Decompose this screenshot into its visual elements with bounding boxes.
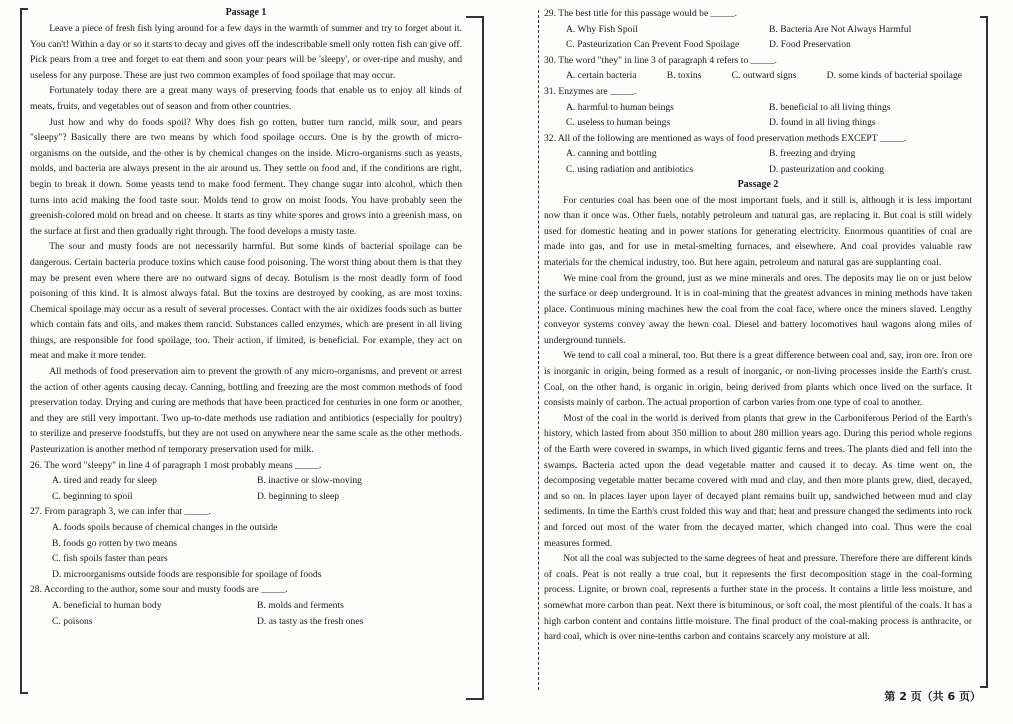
question-30-option-a[interactable]: A. certain bacteria <box>566 70 637 82</box>
question-29 <box>544 6 972 53</box>
question-26-option-d[interactable]: D. beginning to sleep <box>257 490 340 502</box>
passage-2-paragraph-4: Most of the coal in the world is derived from plants that grew in the Carboniferous Period of the Earth's history, which lasted from about 350 million to about 280 million years ago. During this period whole regions of the Earth were covered in swamps, in which lived gigantic ferns and trees. The plants died and fell into the swamps. Bacteria acted upon the dead vegetable matter and caused it to decay. As time went on, the decomposing vegetable matter became covered with mud and clay, and then more plants grew, died, decayed, and so on. In places layer upon layer of decayed plant remains built up, sandwiched between mud and clay sediments. In time the Earth's crust folded this way and that; heat and pressure changed the sediments into rock and forced out most of the water from the decayed matter, which changed into coal. Thus were the coal measures formed. <box>544 412 972 549</box>
question-26 <box>30 458 462 505</box>
passage-2-paragraph-3: We tend to call coal a mineral, too. But there is a great difference between coal and, say, iron ore. Iron ore is inorganic in origin, being formed as a result of inorganic, or non-living processes inside the Earth's crust. Coal, on the other hand, is organic in origin, being derived from plants which once lived on the surface. It consists mainly of carbon. The actual proportion of carbon varies from one type of coal to another. <box>544 350 972 409</box>
passage-2-paragraph-2: We mine coal from the ground, just as we mine minerals and ores. The deposits may lie on or just below the surface or deep underground. It is in coal-mining that the greatest advances in mining methods have taken place. Continuous mining machines hew the coal from the coal face, where once the miners slaved. Lengthy conveyor systems convey away the hewn coal. Diesel and battery locomotives haul wagons along miles of underground tunnels. <box>544 272 972 346</box>
right-column-right-bracket <box>980 16 988 688</box>
right-column-bracket <box>538 10 543 690</box>
left-column-bracket <box>20 8 28 694</box>
question-29-option-b[interactable]: B. Bacteria Are Not Always Harmful <box>769 23 912 35</box>
question-27 <box>30 504 462 582</box>
page-number: 第 2 页（共 6 页） <box>884 690 981 703</box>
passage-2-paragraph-5: Not all the coal was subjected to the same degrees of heat and pressure. Therefore there are different kinds of coals. Peat is not really a true coal, but it represents the first decomposition stage in the coal-forming process. Lignite, or brown coal, represents a further state in the process. It contains a little less moisture, and somewhat more carbon than peat. Next there is bituminous, or soft coal, the most plentiful of the coals. It has a high carbon content and contains little moisture. The final product of the coal-making process is anthracite, or hard coal, which is over nine-tenths carbon and contains scarcely any moisture at all. <box>544 553 972 643</box>
question-30-option-c[interactable]: C. outward signs <box>731 70 797 82</box>
question-27-option-a[interactable]: A. foods spoils because of chemical changes in the outside <box>52 522 278 533</box>
question-30-stem: 30. The word "they" in line 3 of paragraph 4 refers to _____. <box>544 54 778 66</box>
passage-1-paragraph-3: Just how and why do foods spoil? Why does fish go rotten, butter turn rancid, milk sour, and pears "sleepy"? Basically there are two means by which food spoilage occurs. One is by the growth of micro-organisms on the outside, and the other is by chemical changes on the inside. Micro-organisms such as yeasts, molds, and bacteria are always present in the air around us. They settle on food and, if the conditions are right, begin to break it down. Some yeasts tend to make food ferment. They change sugar into alcohol, which then turns into acid making the food taste sour. Molds tend to grow on moist foods. You have probably seen the greenish-colored mold on bread and on cheese. It starts as tiny white spores and grows into a greenish mass, on the surface at first and then gradually right through. The food develops a musty taste. <box>30 116 462 237</box>
question-32-option-b[interactable]: B. freezing and drying <box>769 148 856 160</box>
question-28-option-a[interactable]: A. beneficial to human body <box>52 599 162 611</box>
question-31-stem: 31. Enzymes are _____. <box>544 85 637 97</box>
passage-2-paragraph-1: For centuries coal has been one of the most important fuels, and it still is, although it is less important now than it once was. Other fuels, notably petroleum and natural gas, are replacing it. But coal is still widely used for domestic heating and in power stations for generating electricity. Enormous quantities of coal are made into gas, and for use in metal-smelting furnaces, and elsewhere. And coal provides valuable raw materials for the chemical industry, too. But here again, petroleum and natural gas are supplanting coal. <box>544 194 972 268</box>
question-26-stem: 26. The word "sleepy" in line 4 of paragraph 1 most probably means _____. <box>30 459 322 471</box>
question-31-option-d[interactable]: D. found in all living things <box>769 117 876 129</box>
passage-1-paragraph-4: The sour and musty foods are not necessarily harmful. But some kinds of bacterial spoilage can be dangerous. Certain bacteria produce toxins which cause food poisoning. The worst thing about them is that they may be present even where there are no outward signs of decay. Botulism is the most deadly form of food poisoning of this kind. It is almost always fatal. But the toxins are destroyed by cooking, as are most toxins. Chemical spoilage may occur as a result of several processes. Contact with the air oxidizes foods such as butter which contain fats and oils, and makes them rancid. Substances called enzymes, which are present in all living things, are responsible for food spoilage, too. Their action, if limited, is beneficial. For example, they act on meat and make it more tender. <box>30 241 462 362</box>
question-28-option-d[interactable]: D. as tasty as the fresh ones <box>257 615 364 627</box>
question-28-stem: 28. According to the author, some sour and musty foods are _____. <box>30 584 288 596</box>
question-32-stem: 32. All of the following are mentioned as ways of food preservation methods EXCEPT _____. <box>544 132 907 144</box>
question-30-option-b[interactable]: B. toxins <box>666 70 702 82</box>
question-27-option-b[interactable]: B. foods go rotten by two means <box>52 537 177 549</box>
question-29-option-c[interactable]: C. Pasteurization Can Prevent Food Spoilage <box>566 39 740 51</box>
question-32-option-c[interactable]: C. using radiation and antibiotics <box>566 163 694 175</box>
question-27-stem: 27. From paragraph 3, we can infer that _____. <box>30 506 211 518</box>
passage-1-paragraph-1: Leave a piece of fresh fish lying around for a few days in the warmth of summer and try to forget about it. You can't! Within a day or so it starts to decay and gives off the indescribable smell only rotten fish can give off. Pick pears from a tree and forget to eat them and soon your pears will be 'sleepy', or over-ripe and mushy, and useless for any purpose. These are just two common examples of food spoilage that may occur. <box>30 23 462 81</box>
question-28-option-b[interactable]: B. molds and ferments <box>257 599 344 611</box>
question-29-stem: 29. The best title for this passage would be _____. <box>544 8 737 19</box>
question-30 <box>544 53 972 84</box>
question-31-option-a[interactable]: A. harmful to human beings <box>566 101 674 113</box>
left-column <box>30 6 462 629</box>
question-32 <box>544 131 972 178</box>
question-26-option-b[interactable]: B. inactive or slow-moving <box>257 475 362 487</box>
passage-1-paragraph-5: All methods of food preservation aim to prevent the growth of any micro-organisms, and prevent or arrest the action of other agents causing decay. Canning, bottling and freezing are the most common methods of food preservation today. Drying and curing are methods that have been practiced for centuries in one form or another, and they are still very important. Two up-to-date methods use radiation and antibiotics (especially for poultry) to sterilize and preserve foodstuffs, but they are not used on anywhere near the same scale as the other methods. Pasteurization is another method of temporary preservation used for milk. <box>30 366 462 456</box>
question-27-option-c[interactable]: C. fish spoils faster than pears <box>52 553 168 565</box>
question-28-option-c[interactable]: C. poisons <box>52 615 93 627</box>
passage-2-title: Passage 2 <box>737 178 779 190</box>
question-31-option-c[interactable]: C. useless to human beings <box>566 117 671 129</box>
question-27-option-d[interactable]: D. microorganisms outside foods are responsible for spoilage of foods <box>52 568 322 580</box>
question-32-option-d[interactable]: D. pasteurization and cooking <box>769 163 885 175</box>
passage-1-paragraph-2: Fortunately today there are a great many ways of preserving foods that enable us to enjoy all kinds of meats, fruits, and vegetables out of season and from other countries. <box>30 85 462 112</box>
question-26-option-c[interactable]: C. beginning to spoil <box>52 490 133 502</box>
question-31-option-b[interactable]: B. beneficial to all living things <box>769 101 891 113</box>
question-26-option-a[interactable]: A. tired and ready for sleep <box>52 475 157 487</box>
question-32-option-a[interactable]: A. canning and bottling <box>566 148 657 160</box>
question-30-option-d[interactable]: D. some kinds of bacterial spoilage <box>826 70 962 82</box>
question-29-option-a[interactable]: A. Why Fish Spoil <box>566 23 638 35</box>
question-29-option-d[interactable]: D. Food Preservation <box>769 39 851 51</box>
question-28 <box>30 582 462 629</box>
question-31 <box>544 84 972 131</box>
passage-1-title: Passage 1 <box>225 7 267 18</box>
right-column <box>544 6 972 645</box>
left-column-right-bracket <box>466 16 484 700</box>
